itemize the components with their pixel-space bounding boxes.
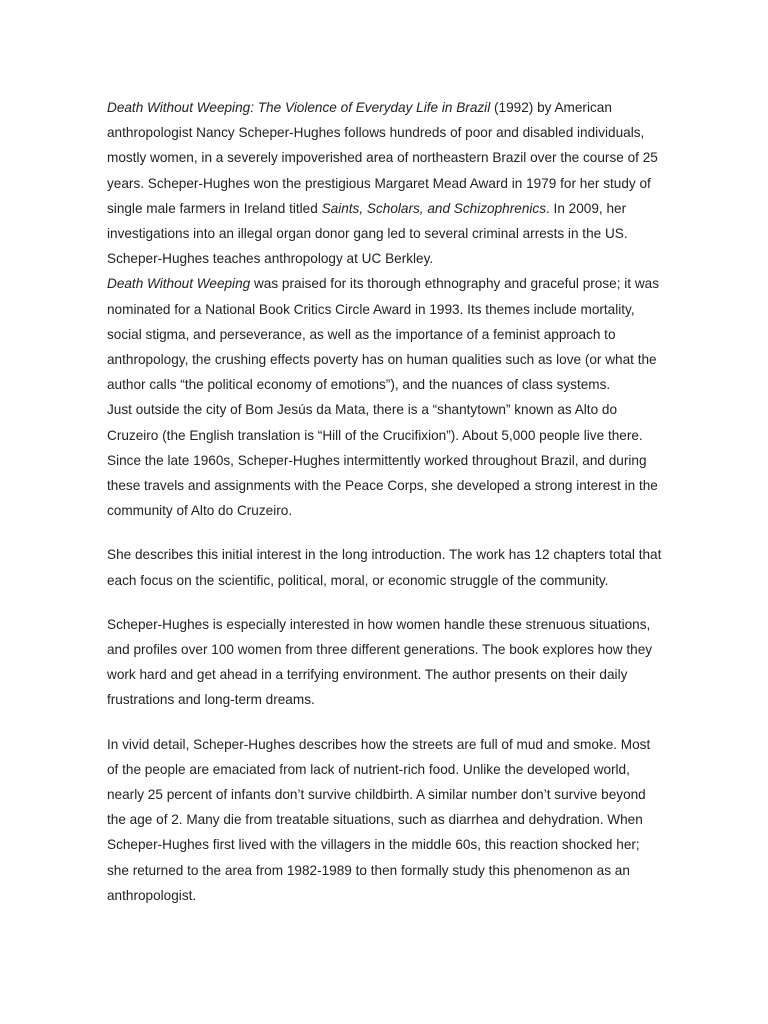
paragraph-text: (1992) by American anthropologist Nancy Scheper-Hughes follows hundreds of poor and disabled individuals, mostly women, in a severely impoverished area of northeastern Brazil over the course of 25 years. Scheper-Hughes won the prestigious Margaret Mead Award in 1979 for her study of single male farmers in Ireland titled — [107, 100, 658, 216]
paragraph-text: was praised for its thorough ethnography and graceful prose; it was nominated for a National Book Critics Circle Award in 1993. Its themes include mortality, social stigma, and perseverance, as well as the importance of a feminist approach to anthropology, the crushing effects poverty has on human qualities such as love (or what the author calls “the political economy of emotions”), and the nuances of class systems. — [107, 276, 660, 393]
paragraph-women: Scheper-Hughes is especially interested in how women handle these strenuous situations, and profiles over 100 women from three different generations. The book explores how they work hard and get ahead in a terrifying environment. The author presents on their daily frustrations and long-term dreams. — [107, 616, 653, 708]
paragraph-structure: She describes this initial interest in the long introduction. The work has 12 chapters total that each focus on the scientific, political, moral, or economic struggle of the community. — [107, 547, 662, 588]
book-title: Death Without Weeping — [107, 276, 251, 292]
paragraph-intro — [107, 95, 663, 271]
paragraph-conditions: In vivid detail, Scheper-Hughes describes how the streets are full of mud and smoke. Most of the people are emaciated from lack of nutrient-rich food. Unlike the developed world, nearly 25 percent of infants don’t survive childbirth. A similar number don’t survive beyond the age of 2. Many die from treatable situations, such as diarrhea and dehydration. When Scheper-Hughes first lived with the villagers in the middle 60s, this reaction shocked her; she returned to the area from 1982-1989 to then formally study this phenomenon as an anthropologist. — [107, 736, 651, 903]
paragraph-setting: Just outside the city of Bom Jesús da Mata, there is a “shantytown” known as Alto do Cruzeiro (the English translation is “Hill of the Crucifixion”). About 5,000 people live there. Since the late 1960s, Scheper-Hughes intermittently worked throughout Brazil, and during these travels and assignments with the Peace Corps, she developed a strong interest in the community of Alto do Cruzeiro. — [107, 402, 658, 519]
book-title-saints: Saints, Scholars, and Schizophrenics — [321, 200, 546, 216]
document-page — [107, 95, 663, 908]
paragraph-praise — [107, 271, 663, 397]
paragraph-text: . In 2009, her investigations into an illegal organ donor gang led to several criminal arrests in the US. Scheper-Hughes teaches anthropology at UC Berkley. — [107, 200, 628, 267]
book-title: Death Without Weeping: The Violence of Everyday Life in Brazil — [107, 100, 491, 115]
